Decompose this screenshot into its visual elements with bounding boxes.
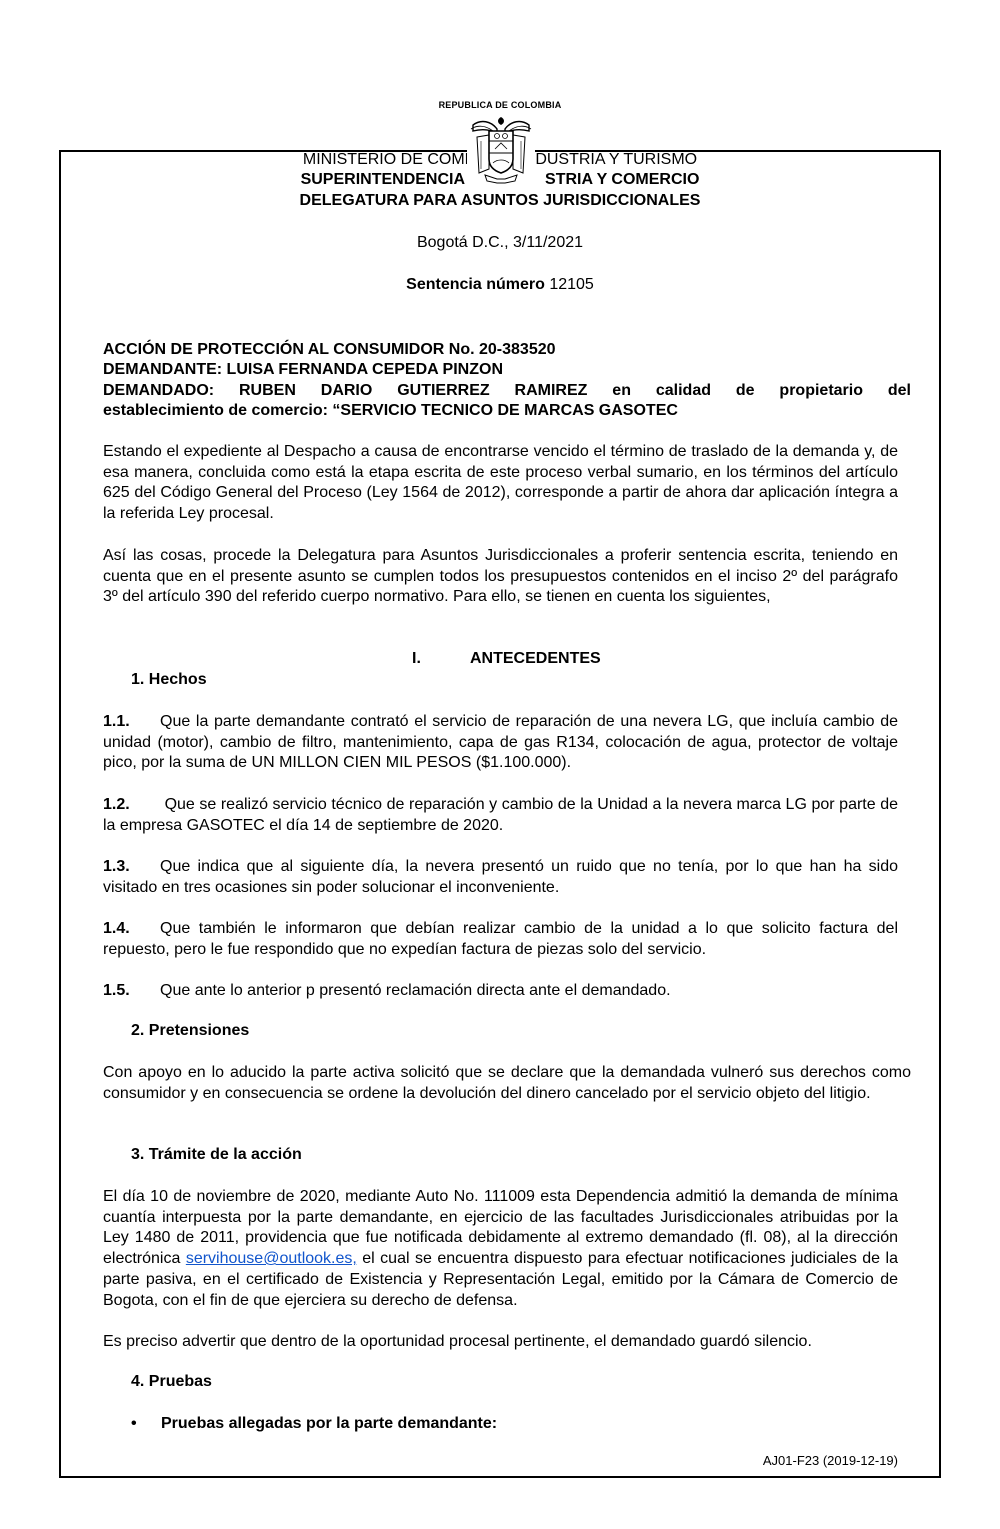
pruebas-bullet-text: Pruebas allegadas por la parte demandante:: [161, 1415, 498, 1432]
sentencia-number: 12105: [549, 276, 594, 293]
pretensiones-heading: 2. Pretensiones: [131, 1022, 250, 1039]
tramite-text-after: el cual se encuentra dispuesto para efectuar notificaciones judiciales de la parte pasiva, en el certificado de Existencia y Representación Legal, emitido por la Cámara de Comercio de Bogota, con el fin de que ejerciera su derecho de defensa.: [103, 1250, 898, 1309]
hecho-number: 1.5.: [103, 982, 130, 999]
section-i-numeral: I.: [412, 650, 421, 667]
bullet-icon: •: [131, 1415, 137, 1432]
delegatura-title: DELEGATURA PARA ASUNTOS JURISDICCIONALES: [299, 192, 701, 209]
tramite-text: [103, 1187, 898, 1311]
republica-header: REPUBLICA DE COLOMBIA: [438, 100, 562, 110]
hecho-text: Que ante lo anterior p presentó reclamación directa ante el demandado.: [160, 982, 671, 999]
hecho-number: 1.3.: [103, 858, 130, 875]
ministerio-left: MINISTERIO DE COME: [302, 151, 476, 168]
hecho-text: Que también le informaron que debían realizar cambio de la unidad a lo que solicito factura del repuesto, pero le fue respondido que no expedían factura de piezas solo del servicio.: [103, 920, 898, 958]
demandado-line-2: establecimiento de comercio: “SERVICIO TECNICO DE MARCAS GASOTEC: [103, 402, 678, 419]
tramite-heading: 3. Trámite de la acción: [131, 1146, 302, 1163]
tramite-text-2: Es preciso advertir que dentro de la oportunidad procesal pertinente, el demandado guardó silencio.: [103, 1333, 812, 1350]
demandante-line: DEMANDANTE: LUISA FERNANDA CEPEDA PINZON: [103, 361, 503, 378]
ministerio-right: DUSTRIA Y TURISMO: [535, 151, 698, 168]
hecho-text: Que se realizó servicio técnico de reparación y cambio de la Unidad a la nevera marca LG por parte de la empresa GASOTEC el día 14 de septiembre de 2020.: [103, 796, 898, 834]
hecho-text: Que la parte demandante contrató el servicio de reparación de una nevera LG, que incluía cambio de unidad (motor), cambio de filtro, mantenimiento, capa de gas R134, colocación de agua, protector de voltaje pico, por la suma de UN MILLON CIEN MIL PESOS ($1.100.000).: [103, 713, 898, 772]
super-left: SUPERINTENDENCIA: [300, 171, 466, 188]
intro-paragraph-1: Estando el expediente al Despacho a causa de encontrarse vencido el término de traslado de la demanda y, de esa manera, concluida como está la etapa escrita de este proceso verbal sumario, en los términos del artículo 625 del Código General del Proceso (Ley 1564 de 2012), corresponde a partir de ahora dar aplicación íntegra a la referida Ley procesal.: [103, 443, 898, 523]
hecho-item: [103, 712, 898, 774]
hecho-item: [103, 981, 898, 1002]
sentencia-label: Sentencia número: [406, 276, 545, 293]
accion-line: ACCIÓN DE PROTECCIÓN AL CONSUMIDOR No. 20-383520: [103, 341, 556, 358]
hecho-text: Que indica que al siguiente día, la nevera presentó un ruido que no tenía, por lo que han ha sido visitado en tres ocasiones sin poder solucionar el inconveniente.: [103, 858, 898, 896]
email-link[interactable]: servihouse@outlook.es,: [185, 1250, 357, 1268]
intro-paragraph-2: Así las cosas, procede la Delegatura para Asuntos Jurisdiccionales a proferir sentencia escrita, teniendo en cuenta que en el presente asunto se cumplen todos los presupuestos contenidos en el inciso 2º del parágrafo 3º del artículo 390 del referido cuerpo normativo. Para ello, se tienen en cuenta los siguientes,: [103, 547, 898, 606]
sentencia-line: [0, 276, 1000, 294]
coat-of-arms-seal: [467, 113, 535, 185]
form-code: AJ01-F23 (2019-12-19): [762, 1453, 898, 1468]
hechos-heading: 1. Hechos: [131, 671, 207, 688]
hecho-item: [103, 857, 898, 898]
pruebas-heading: 4. Pruebas: [131, 1373, 212, 1390]
hecho-number: 1.4.: [103, 920, 130, 937]
pretensiones-text: Con apoyo en lo aducido la parte activa solicitó que se declare que la demandada vulneró sus derechos como consumidor y en consecuencia se ordene la devolución del dinero cancelado por el servicio objeto del litigio.: [103, 1064, 911, 1102]
place-date: Bogotá D.C., 3/11/2021: [416, 234, 584, 251]
tramite-text-before: El día 10 de noviembre de 2020, mediante Auto No. 111009 esta Dependencia admitió la demanda de mínima cuantía interpuesta por la parte demandante, en ejercicio de las facultades Jurisdiccionales atribuidas por la Ley 1480 de 2011, providencia que fue notificada debidamente al extremo demandado (fl. 08), al la dirección electrónica: [103, 1188, 898, 1268]
hecho-number: 1.1.: [103, 713, 130, 730]
pruebas-bullet-item: [131, 1415, 497, 1433]
hecho-item: [103, 919, 898, 960]
section-i-title: ANTECEDENTES: [470, 650, 601, 667]
hecho-item: [103, 795, 898, 836]
super-right: STRIA Y COMERCIO: [545, 171, 700, 188]
demandado-line-1: DEMANDADO: RUBEN DARIO GUTIERREZ RAMIREZ en calidad de propietario del: [103, 382, 911, 399]
hecho-number: 1.2.: [103, 796, 130, 813]
